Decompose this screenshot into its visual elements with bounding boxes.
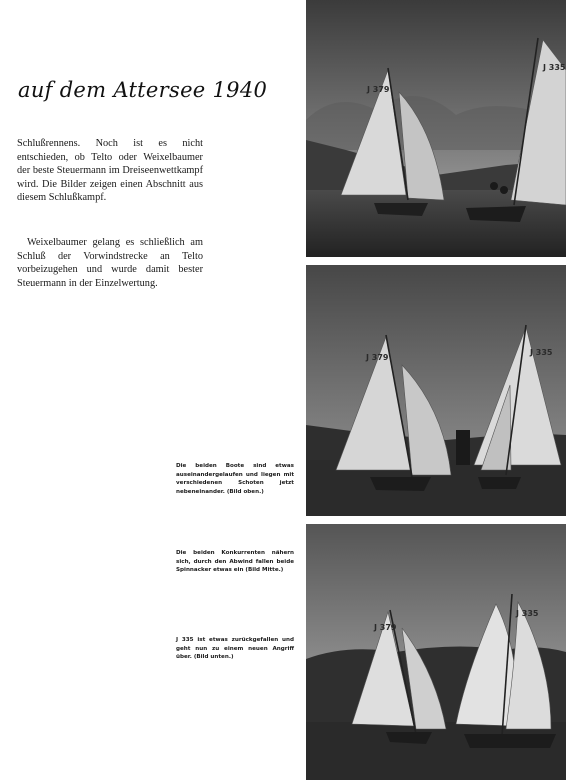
photo-middle: [306, 265, 566, 516]
photo-top: [306, 0, 566, 257]
caption-bottom-photo: J 335 ist etwas zurückgefallen und geht nun zu einem neuen Angriff über. (Bild unten.): [176, 637, 294, 661]
sail-number-right: J 335: [543, 63, 566, 72]
caption-middle-photo: Die beiden Konkurrenten nähern sich, durch den Abwind fallen beide Spinnacker etwas ein (Bild Mitte.): [176, 550, 294, 574]
page-heading: auf dem Attersee 1940: [18, 78, 268, 102]
sail-number-right: J 335: [530, 348, 553, 357]
sail-number-left: J 379: [367, 85, 390, 94]
sail-number-left: J 379: [366, 353, 389, 362]
sail-number-right: J 335: [516, 609, 539, 618]
body-paragraph-2: Weixelbaumer gelang es schließlich am Schluß der Vorwindstrecke an Telto vorbeizugehen und wurde damit bester Steuermann in der Einzelwertung.: [17, 237, 203, 289]
body-paragraph-1: Schlußrennens. Noch ist es nicht entschieden, ob Telto oder Weixelbaumer der beste Steuermann im Dreiseenwettkampf wird. Die Bilder zeigen einen Abschnitt aus diesem Schlußkampf.: [17, 138, 203, 204]
caption-top-photo: Die beiden Boote sind etwas auseinandergelaufen und liegen mit verschiedenen Schoten jetzt nebeneinander. (Bild oben.): [176, 463, 294, 495]
sail-number-left: J 379: [374, 623, 397, 632]
photo-bottom: [306, 524, 566, 780]
